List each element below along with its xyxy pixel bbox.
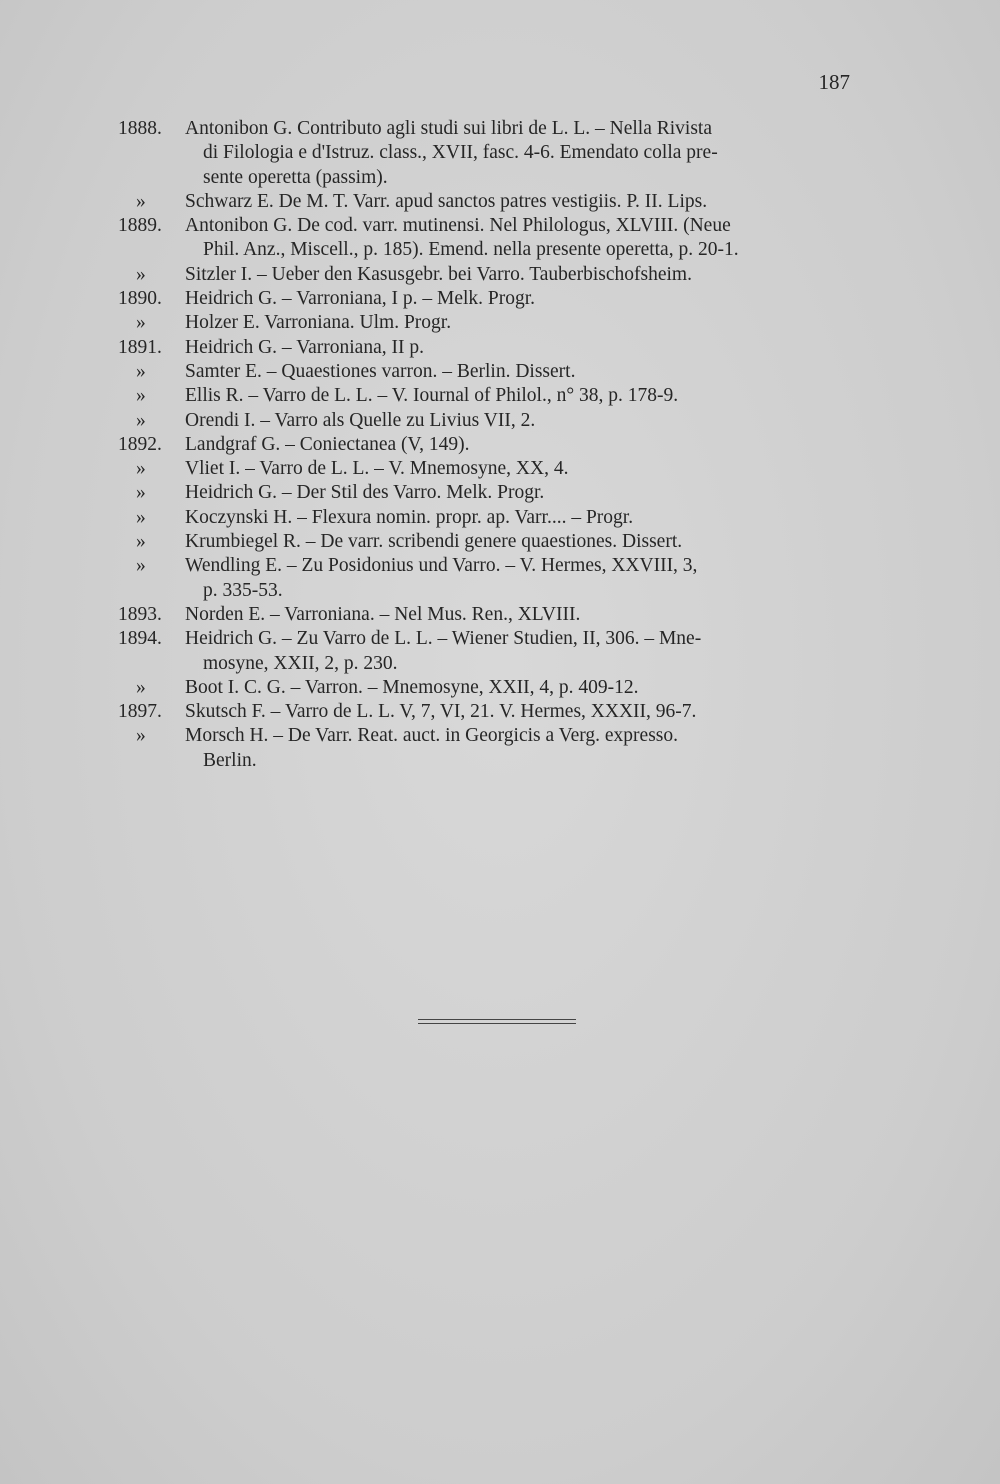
entry-text: Berlin.: [203, 749, 257, 771]
entry-continuation-line: [118, 749, 868, 773]
bibliography-entry: [118, 433, 868, 457]
entry-text: Heidrich G. – Der Stil des Varro. Melk. Progr.: [185, 482, 545, 504]
entry-text: Phil. Anz., Miscell., p. 185). Emend. nella presente operetta, p. 20-1.: [203, 239, 739, 261]
closing-rule-bottom: [418, 1023, 576, 1024]
entry-text: Samter E. – Quaestiones varron. – Berlin. Dissert.: [185, 360, 576, 382]
entry-year: 1891.: [118, 336, 162, 358]
entry-first-line: [118, 676, 868, 700]
entry-first-line: [118, 627, 868, 651]
bibliography-entry: [118, 457, 868, 481]
ditto-mark: »: [136, 360, 146, 382]
bibliography-entry: [118, 384, 868, 408]
ditto-mark: »: [136, 555, 146, 577]
entry-text: Heidrich G. – Varroniana, II p.: [185, 336, 424, 358]
entry-text: Morsch H. – De Varr. Reat. auct. in Georgicis a Verg. expresso.: [185, 725, 678, 747]
entry-continuation-line: [118, 579, 868, 603]
entry-first-line: [118, 360, 868, 384]
entry-text: Boot I. C. G. – Varron. – Mnemosyne, XXII, 4, p. 409-12.: [185, 676, 639, 698]
entry-text: mosyne, XXII, 2, p. 230.: [203, 652, 398, 674]
entry-first-line: [118, 433, 868, 457]
entry-text: Ellis R. – Varro de L. L. – V. Iournal of Philol., n° 38, p. 178-9.: [185, 385, 679, 407]
bibliography-entry: [118, 603, 868, 627]
bibliography-entry: [118, 506, 868, 530]
ditto-mark: »: [136, 676, 146, 698]
ditto-mark: »: [136, 312, 146, 334]
bibliography-entry: [118, 287, 868, 311]
entry-first-line: [118, 554, 868, 578]
entry-text: Krumbiegel R. – De varr. scribendi genere quaestiones. Dissert.: [185, 531, 683, 553]
entry-text: Koczynski H. – Flexura nomin. propr. ap. Varr.... – Progr.: [185, 506, 634, 528]
entry-year: 1893.: [118, 603, 162, 625]
entry-first-line: [118, 311, 868, 335]
entry-first-line: [118, 409, 868, 433]
entry-text: Orendi I. – Varro als Quelle zu Livius VII, 2.: [185, 409, 536, 431]
entry-text: Schwarz E. De M. T. Varr. apud sanctos patres vestigiis. P. II. Lips.: [185, 190, 708, 212]
entry-continuation-line: [118, 166, 868, 190]
entry-continuation-line: [118, 141, 868, 165]
entry-year: 1894.: [118, 628, 162, 650]
entry-text: Antonibon G. Contributo agli studi sui libri de L. L. – Nella Rivista: [185, 118, 713, 139]
entry-text: Wendling E. – Zu Posidonius und Varro. – V. Hermes, XXVIII, 3,: [185, 555, 698, 577]
ditto-mark: »: [136, 725, 146, 747]
ditto-mark: »: [136, 531, 146, 553]
entry-first-line: [118, 287, 868, 311]
entry-first-line: [118, 384, 868, 408]
ditto-mark: »: [136, 409, 146, 431]
entry-text: p. 335-53.: [203, 579, 283, 601]
bibliography-entry: [118, 409, 868, 433]
entry-continuation-line: [118, 652, 868, 676]
entry-text: Holzer E. Varroniana. Ulm. Progr.: [185, 312, 452, 334]
entry-first-line: [118, 263, 868, 287]
entry-first-line: [118, 457, 868, 481]
entry-first-line: [118, 214, 868, 238]
bibliography-entry: [118, 676, 868, 700]
bibliography-entry: [118, 481, 868, 505]
bibliography-entry: [118, 627, 868, 676]
entry-text: Heidrich G. – Zu Varro de L. L. – Wiener Studien, II, 306. – Mne-: [185, 628, 702, 650]
entry-year: 1897.: [118, 701, 162, 723]
bibliography-entry: [118, 263, 868, 287]
entry-first-line: [118, 336, 868, 360]
bibliography-entry: [118, 530, 868, 554]
entry-year: 1892.: [118, 433, 162, 455]
entry-text: Vliet I. – Varro de L. L. – V. Mnemosyne, XX, 4.: [185, 458, 569, 480]
entry-text: di Filologia e d'Istruz. class., XVII, fasc. 4-6. Emendato colla pre-: [203, 142, 718, 164]
entry-year: 1889.: [118, 215, 162, 237]
entry-text: Sitzler I. – Ueber den Kasusgebr. bei Varro. Tauberbischofsheim.: [185, 263, 692, 285]
entry-first-line: [118, 530, 868, 554]
entry-text: Antonibon G. De cod. varr. mutinensi. Nel Philologus, XLVIII. (Neue: [185, 215, 731, 237]
bibliography-entry: [118, 360, 868, 384]
ditto-mark: »: [136, 190, 146, 212]
bibliography-entry: [118, 190, 868, 214]
bibliography-entry: [118, 336, 868, 360]
bibliography-entry: [118, 724, 868, 773]
bibliography-entry: [118, 311, 868, 335]
ditto-mark: »: [136, 506, 146, 528]
bibliography-list: [118, 117, 868, 773]
entry-first-line: [118, 117, 868, 141]
entry-first-line: [118, 724, 868, 748]
entry-text: Heidrich G. – Varroniana, I p. – Melk. Progr.: [185, 288, 536, 310]
page-number: 187: [818, 70, 850, 94]
ditto-mark: »: [136, 458, 146, 480]
closing-rule-top: [418, 1019, 576, 1020]
entry-first-line: [118, 481, 868, 505]
ditto-mark: »: [136, 482, 146, 504]
ditto-mark: »: [136, 263, 146, 285]
entry-first-line: [118, 700, 868, 724]
entry-year: 1890.: [118, 288, 162, 310]
entry-first-line: [118, 603, 868, 627]
entry-text: Skutsch F. – Varro de L. L. V, 7, VI, 21. V. Hermes, XXXII, 96-7.: [185, 701, 697, 723]
entry-continuation-line: [118, 238, 868, 262]
bibliography-entry: [118, 554, 868, 603]
entry-year: 1888.: [118, 118, 162, 139]
entry-text: Landgraf G. – Coniectanea (V, 149).: [185, 433, 470, 455]
entry-text: Norden E. – Varroniana. – Nel Mus. Ren., XLVIII.: [185, 603, 581, 625]
entry-text: sente operetta (passim).: [203, 166, 388, 188]
bibliography-entry: [118, 700, 868, 724]
entry-first-line: [118, 190, 868, 214]
bibliography-entry: [118, 214, 868, 263]
ditto-mark: »: [136, 385, 146, 407]
bibliography-entry: [118, 117, 868, 190]
entry-first-line: [118, 506, 868, 530]
